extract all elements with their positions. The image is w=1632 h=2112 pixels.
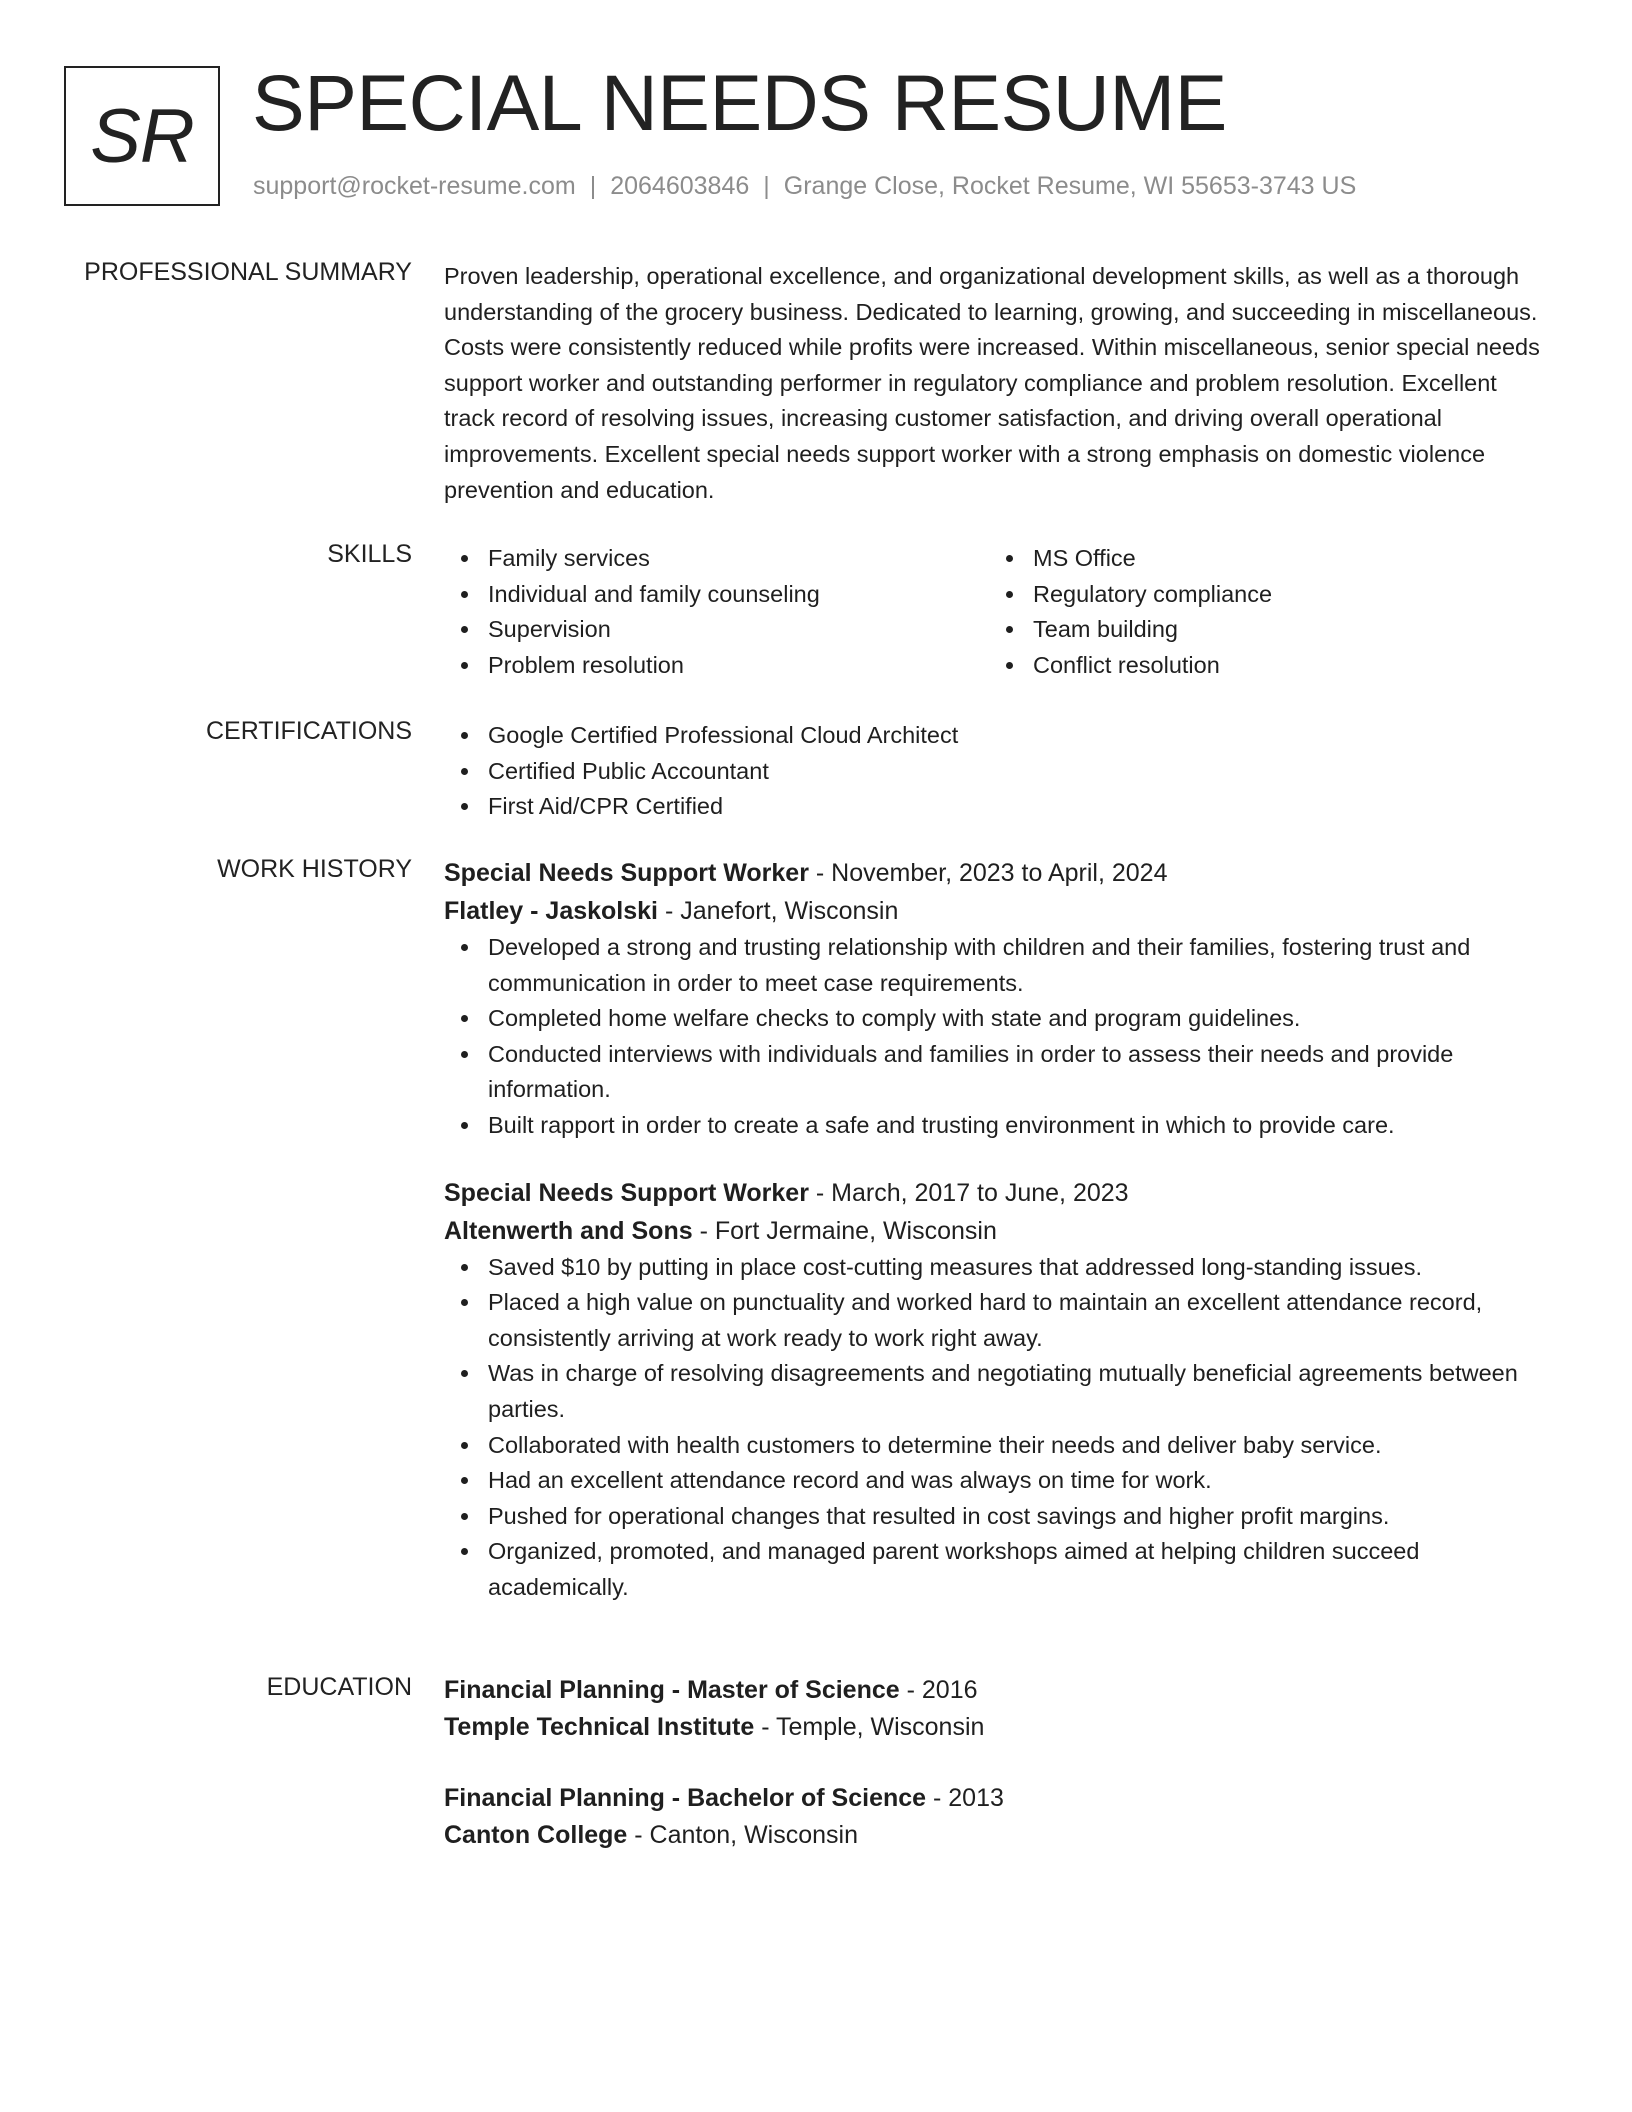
job-location: - Fort Jermaine, Wisconsin xyxy=(692,1216,997,1245)
education-school: Canton College xyxy=(444,1821,628,1849)
education-location: - Canton, Wisconsin xyxy=(627,1821,858,1849)
job-title: Special Needs Support Worker xyxy=(444,859,809,887)
list-item: Problem resolution xyxy=(488,648,989,684)
section-label: PROFESSIONAL SUMMARY xyxy=(84,258,412,286)
list-item: Developed a strong and trusting relationship with children and their families, fostering trust and communication in order to meet case requirements. xyxy=(488,930,1544,1001)
education-school-line xyxy=(444,1709,1544,1746)
skills-column-left xyxy=(444,541,989,683)
list-item: Was in charge of resolving disagreements and negotiating mutually beneficial agreements between parties. xyxy=(488,1356,1544,1427)
list-item: First Aid/CPR Certified xyxy=(488,789,1544,825)
education-degree-line xyxy=(444,1780,1544,1817)
list-item: Team building xyxy=(1033,612,1534,648)
certifications-list xyxy=(444,718,1544,825)
list-item: MS Office xyxy=(1033,541,1534,577)
education-degree: Financial Planning - Master of Science xyxy=(444,1676,900,1704)
job-bullets xyxy=(444,930,1544,1144)
resume-title: SPECIAL NEEDS RESUME xyxy=(252,58,1227,147)
section-label: CERTIFICATIONS xyxy=(205,717,412,745)
section-label: SKILLS xyxy=(327,540,412,568)
list-item: Regulatory compliance xyxy=(1033,577,1534,613)
section-body xyxy=(444,1672,1544,1854)
education-school: Temple Technical Institute xyxy=(444,1713,755,1741)
list-item: Placed a high value on punctuality and worked hard to maintain an excellent attendance record, consistently arriving at work ready to work right away. xyxy=(488,1285,1544,1356)
job-title-line xyxy=(444,1174,1544,1212)
education-entry xyxy=(444,1780,1544,1854)
job-location: - Janefort, Wisconsin xyxy=(658,897,899,925)
job-title: Special Needs Support Worker xyxy=(444,1178,809,1207)
education-school-line xyxy=(444,1817,1544,1854)
list-item: Collaborated with health customers to determine their needs and deliver baby service. xyxy=(488,1428,1544,1464)
contact-line xyxy=(253,172,1356,201)
job-company: Flatley - Jaskolski xyxy=(444,897,659,925)
contact-address: Grange Close, Rocket Resume, WI 55653-3743 US xyxy=(783,172,1357,200)
skills-list xyxy=(444,541,989,683)
education-degree: Financial Planning - Bachelor of Science xyxy=(444,1784,927,1812)
job-company: Altenwerth and Sons xyxy=(444,1216,693,1245)
summary-text: Proven leadership, operational excellence, and organizational development skills, as well as a thorough understanding of the grocery business. Dedicated to learning, growing, and succeeding in miscellaneous. Costs were consistently reduced while profits were increased. Within miscellaneous, senior special needs support worker and outstanding performer in regulatory compliance and problem resolution. Excellent track record of resolving issues, increasing customer satisfaction, and driving overall operational improvements. Excellent special needs support worker with a strong emphasis on domestic violence prevention and education. xyxy=(444,263,1540,503)
skills-column-right xyxy=(989,541,1534,683)
education-year: - 2013 xyxy=(926,1784,1004,1812)
job-dates: - November, 2023 to April, 2024 xyxy=(808,859,1168,887)
list-item: Supervision xyxy=(488,612,989,648)
contact-separator: | xyxy=(589,172,597,200)
section-label: WORK HISTORY xyxy=(217,855,412,883)
education-entry xyxy=(444,1672,1544,1746)
list-item: Organized, promoted, and managed parent workshops aimed at helping children succeed academically. xyxy=(488,1534,1544,1605)
list-item: Family services xyxy=(488,541,989,577)
list-item: Saved $10 by putting in place cost-cutting measures that addressed long-standing issues. xyxy=(488,1250,1544,1286)
job-dates: - March, 2017 to June, 2023 xyxy=(808,1178,1129,1207)
list-item: Completed home welfare checks to comply with state and program guidelines. xyxy=(488,1001,1544,1037)
education-location: - Temple, Wisconsin xyxy=(754,1713,985,1741)
section-label: EDUCATION xyxy=(266,1673,412,1701)
list-item: Conflict resolution xyxy=(1033,648,1534,684)
list-item: Individual and family counseling xyxy=(488,577,989,613)
skills-grid xyxy=(444,541,1544,683)
list-item: Certified Public Accountant xyxy=(488,754,1544,790)
list-item: Conducted interviews with individuals and families in order to assess their needs and provide information. xyxy=(488,1037,1544,1108)
job-entry xyxy=(444,1174,1544,1606)
job-company-line xyxy=(444,1212,1544,1250)
list-item: Google Certified Professional Cloud Architect xyxy=(488,718,1544,754)
contact-phone: 2064603846 xyxy=(610,172,750,200)
education-year: - 2016 xyxy=(899,1676,978,1704)
section-body xyxy=(444,854,1544,1606)
list-item: Pushed for operational changes that resulted in cost savings and higher profit margins. xyxy=(488,1499,1544,1535)
job-entry xyxy=(444,854,1544,1144)
section-body xyxy=(444,718,1544,825)
contact-email: support@rocket-resume.com xyxy=(253,172,576,200)
job-bullets xyxy=(444,1250,1544,1606)
job-title-line xyxy=(444,854,1544,892)
skills-list xyxy=(989,541,1534,683)
monogram-badge: SR xyxy=(64,66,220,206)
section-body xyxy=(444,259,1544,508)
contact-separator: | xyxy=(763,172,770,200)
job-company-line xyxy=(444,892,1544,930)
list-item: Had an excellent attendance record and was always on time for work. xyxy=(488,1463,1544,1499)
education-degree-line xyxy=(444,1672,1544,1709)
list-item: Built rapport in order to create a safe and trusting environment in which to provide care. xyxy=(488,1108,1544,1144)
